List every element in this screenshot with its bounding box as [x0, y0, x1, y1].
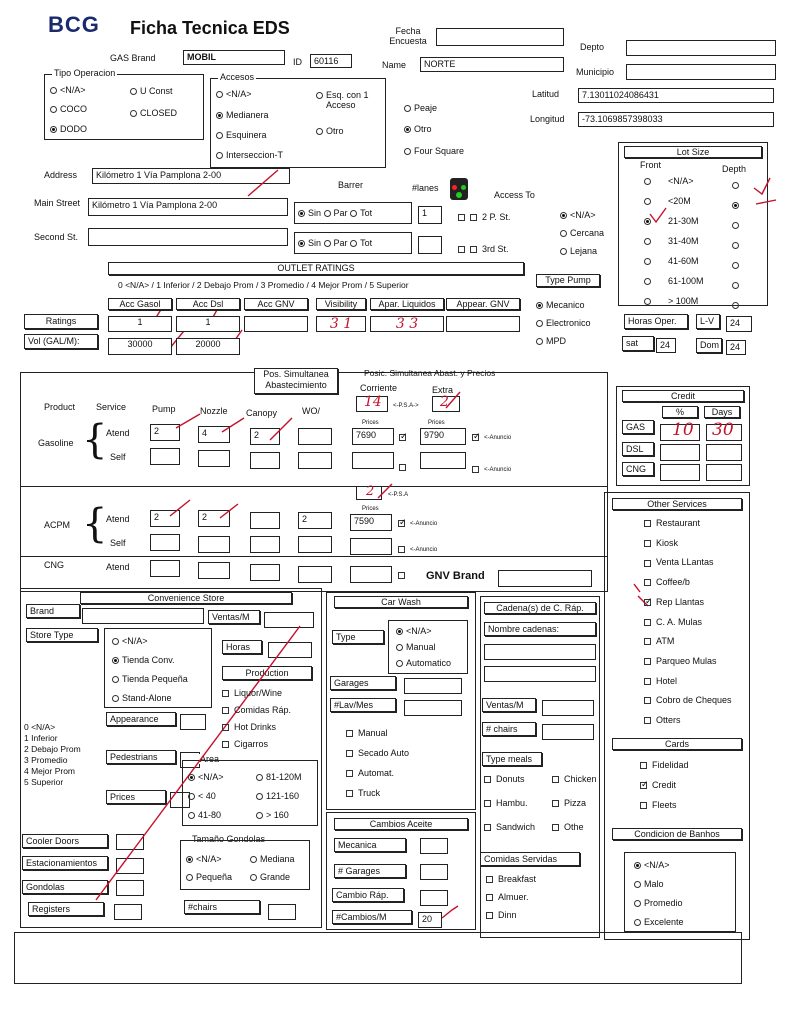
- gasoline-label: Gasoline: [38, 438, 74, 448]
- outlet-rating-field[interactable]: 3 1: [316, 316, 366, 332]
- gas-price-self-corriente[interactable]: [352, 452, 394, 469]
- cng-price[interactable]: [350, 566, 392, 583]
- lot-depth-radio[interactable]: [732, 180, 742, 190]
- store-scale-0: 0 <N/A>: [24, 722, 56, 732]
- accesos-medianera[interactable]: Medianera: [216, 110, 269, 120]
- service-4[interactable]: ✓Rep Llantas: [644, 597, 704, 607]
- tipo-operacion-title: Tipo Operacion: [54, 68, 116, 78]
- outlet-col-header: Apar. Liquidos: [370, 298, 444, 310]
- lot-size-option-label: <N/A>: [668, 176, 694, 186]
- address-label: Address: [44, 170, 78, 180]
- barrier-main-options[interactable]: Sin Par Tot: [298, 208, 372, 218]
- lot-depth-radio[interactable]: [732, 300, 742, 310]
- acpm-psa-label: <-P.S.A: [388, 492, 409, 498]
- area-0[interactable]: <N/A>: [188, 772, 224, 782]
- carwash-garages-field[interactable]: [404, 678, 462, 694]
- lot-size-option-label: 31-40M: [668, 236, 699, 246]
- gas-price-self-extra[interactable]: [420, 452, 466, 469]
- acpm-pump-self[interactable]: [150, 534, 180, 551]
- carwash-lav-field[interactable]: [404, 700, 462, 716]
- cambios-garages-label: # Garages: [334, 864, 406, 878]
- area-5[interactable]: > 160: [256, 810, 289, 820]
- production-0[interactable]: Liquor/Wine: [222, 688, 282, 698]
- acpm-prices-label: Prices: [362, 506, 379, 512]
- second-street-field[interactable]: [88, 228, 288, 246]
- service-5[interactable]: C. A. Mulas: [644, 617, 702, 627]
- store-scale-3: 3 Promedio: [24, 755, 68, 765]
- via-peaje[interactable]: Peaje: [404, 103, 437, 113]
- acpm-psa-value: 2: [366, 484, 375, 499]
- tipo-op-uconst[interactable]: U Const: [130, 86, 173, 96]
- gas-wo-self[interactable]: [298, 452, 332, 469]
- cng-wo[interactable]: [298, 566, 332, 583]
- longitud-label: Longitud: [530, 114, 565, 124]
- outlet-vol-field[interactable]: 20000: [176, 338, 240, 355]
- cambios-m-label: #Cambios/M: [332, 910, 412, 924]
- store-tamano-group: [180, 840, 310, 890]
- outlet-rating-field[interactable]: 1: [108, 316, 172, 332]
- outlet-rating-field[interactable]: [244, 316, 308, 332]
- credit-dsl-label: DSL: [622, 442, 654, 456]
- service-0[interactable]: Restaurant: [644, 518, 700, 528]
- acpm-wo-atend[interactable]: 2: [298, 512, 332, 529]
- cng-nozzle[interactable]: [198, 562, 230, 579]
- address-field[interactable]: Kilómetro 1 Vía Pamplona 2-00: [92, 168, 290, 184]
- store-area-label: Area: [200, 754, 220, 764]
- lot-front-radio[interactable]: [644, 276, 654, 286]
- posic-label: Posic. Simultanea Abast. y Precios: [364, 368, 496, 378]
- area-1[interactable]: 81-120M: [256, 772, 302, 782]
- banhos-2[interactable]: Promedio: [634, 898, 683, 908]
- tipo-op-closed[interactable]: CLOSED: [130, 108, 177, 118]
- store-scale-1: 1 Inferior: [24, 733, 58, 743]
- card-0[interactable]: Fidelidad: [640, 760, 689, 770]
- store-prices-label: Prices: [106, 790, 166, 804]
- service-8[interactable]: Hotel: [644, 676, 677, 686]
- outlet-col-header: Acc Dsl: [176, 298, 240, 310]
- meal-4[interactable]: Sandwich: [484, 822, 535, 832]
- outlet-col-header: Visibility: [316, 298, 366, 310]
- acpm-nozzle-atend[interactable]: 2: [198, 510, 230, 527]
- credit-dsl-days[interactable]: [706, 444, 742, 461]
- via-otro[interactable]: Otro: [404, 124, 432, 134]
- store-scale-4: 4 Mejor Prom: [24, 766, 76, 776]
- cng-pump[interactable]: [150, 560, 180, 577]
- store-ventas-label: Ventas/M: [208, 610, 260, 624]
- cards-title: Cards: [612, 738, 742, 750]
- gas-wo-atend[interactable]: [298, 428, 332, 445]
- lot-size-option-label: <20M: [668, 196, 691, 206]
- cambios-garages-field[interactable]: [420, 864, 448, 880]
- meal-3[interactable]: Pizza: [552, 798, 586, 808]
- outlet-scale: 0 <N/A> / 1 Inferior / 2 Debajo Prom / 3 Promedio / 4 Mejor Prom / 5 Superior: [118, 280, 409, 290]
- service-6[interactable]: ATM: [644, 636, 674, 646]
- wo-header: WO/: [302, 406, 320, 416]
- production-3[interactable]: Cigarros: [222, 739, 268, 749]
- servida-2[interactable]: Dinn: [486, 910, 517, 920]
- cadenas-servidas-label: Comidas Servidas: [480, 852, 580, 866]
- store-appearance-field[interactable]: [180, 714, 206, 730]
- outlet-col-header: Acc GNV: [244, 298, 308, 310]
- cambios-rap-label: Cambio Ráp.: [332, 888, 404, 902]
- tamano-1[interactable]: Mediana: [250, 854, 295, 864]
- name-label: Name: [382, 60, 407, 70]
- lot-depth-radio[interactable]: [732, 260, 742, 270]
- cadenas-chairs-field[interactable]: [542, 724, 594, 740]
- cadenas-ventas-field[interactable]: [542, 700, 594, 716]
- gas-canopy-self[interactable]: [250, 452, 280, 469]
- gas-price-check-1[interactable]: [399, 432, 411, 442]
- service-9[interactable]: Cobro de Cheques: [644, 695, 732, 705]
- horas-lv-label: L-V: [696, 314, 720, 329]
- acpm-label: ACPM: [44, 520, 71, 530]
- store-chairs-field[interactable]: [268, 904, 296, 920]
- access-na[interactable]: <N/A>: [560, 210, 596, 220]
- depto-label: Depto: [580, 42, 605, 52]
- store-horas-label: Horas: [222, 640, 262, 654]
- id-label: ID: [293, 57, 302, 67]
- store-gondolas-field[interactable]: [116, 880, 144, 896]
- meal-2[interactable]: Hambu.: [484, 798, 528, 808]
- gnv-brand-field[interactable]: [498, 570, 592, 587]
- carwash-garages-label: Garages: [330, 676, 396, 690]
- logo: BCG: [48, 12, 100, 37]
- barrier-label: Barrer: [338, 180, 364, 190]
- extra-label: Extra: [432, 385, 454, 395]
- horas-sat-label: sat: [622, 336, 654, 351]
- production-1[interactable]: Comidas Ráp.: [222, 705, 291, 715]
- banhos-title: Condicion de Banhos: [612, 828, 742, 840]
- store-estacionamientos-label: Estacionamientos: [22, 856, 108, 870]
- cadenas-ventas-label: Ventas/M: [482, 698, 536, 712]
- store-appearance-label: Appearance: [106, 712, 176, 726]
- gas-brand-field[interactable]: MOBIL: [183, 50, 285, 65]
- outlet-rating-field[interactable]: [446, 316, 520, 332]
- accesos-na[interactable]: <N/A>: [216, 89, 252, 99]
- acpm-price[interactable]: 7590: [350, 514, 392, 531]
- tamano-2[interactable]: Pequeña: [186, 872, 232, 882]
- lot-size-title: Lot Size: [624, 146, 762, 158]
- carwash-check-1[interactable]: Secado Auto: [346, 748, 409, 758]
- service-7[interactable]: Parqueo Mulas: [644, 656, 717, 666]
- acpm-anuncio[interactable]: ✓ <-Anuncio: [398, 520, 437, 527]
- acpm-atend-label: Atend: [106, 514, 130, 524]
- horas-sat-field[interactable]: 24: [656, 338, 676, 353]
- acpm-self-label: Self: [110, 538, 126, 548]
- municipio-field[interactable]: [626, 64, 776, 80]
- store-scale-5: 5 Superior: [24, 777, 64, 787]
- store-brand-field[interactable]: [82, 608, 204, 624]
- service-2[interactable]: Venta LLantas: [644, 557, 714, 567]
- lot-size-option-label: 41-60M: [668, 256, 699, 266]
- servida-1[interactable]: Almuer.: [486, 892, 529, 902]
- gasoline-brace: {: [82, 417, 108, 463]
- gas-pump-atend[interactable]: 2: [150, 424, 180, 441]
- credit-gas-days-value: 30: [712, 420, 734, 440]
- area-2[interactable]: < 40: [188, 791, 216, 801]
- access-lejana[interactable]: Lejana: [560, 246, 597, 256]
- corriente-psa-value: 14: [364, 394, 382, 410]
- extra-psa-value: 2: [440, 394, 449, 410]
- gas-self-anuncio[interactable]: <-Anuncio: [472, 466, 511, 473]
- access-3rd[interactable]: 3rd St.: [458, 244, 509, 254]
- store-type-1[interactable]: Tienda Conv.: [112, 655, 175, 665]
- cng-atend-label: Atend: [106, 562, 130, 572]
- nozzle-header: Nozzle: [200, 406, 228, 416]
- access-to-label: Access To: [494, 190, 535, 200]
- municipio-label: Municipio: [576, 67, 615, 77]
- store-type-0[interactable]: <N/A>: [112, 636, 148, 646]
- cadenas-nombre-field-2[interactable]: [484, 666, 596, 682]
- main-street-label: Main Street: [34, 198, 81, 208]
- credit-dsl-pct[interactable]: [660, 444, 700, 461]
- gas-price-extra[interactable]: 9790: [420, 428, 466, 445]
- lot-size-option-label: 61-100M: [668, 276, 704, 286]
- gas-nozzle-self[interactable]: [198, 450, 230, 467]
- gas-pump-self[interactable]: [150, 448, 180, 465]
- prices-label-2: Prices: [428, 420, 445, 426]
- canopy-header: Canopy: [246, 408, 278, 418]
- outlet-rating-field[interactable]: 3 3: [370, 316, 444, 332]
- cambios-title: Cambios Aceite: [334, 818, 468, 830]
- horas-dom-label: Dom: [696, 338, 722, 353]
- store-brand-label: Brand: [26, 604, 80, 618]
- credit-cng-days[interactable]: [706, 464, 742, 481]
- service-3[interactable]: Coffee/b: [644, 577, 690, 587]
- store-gondolas-label: Gondolas: [22, 880, 108, 894]
- acpm-price-self[interactable]: [350, 538, 392, 555]
- acpm-brace: {: [82, 501, 108, 547]
- store-horas-field[interactable]: [268, 642, 312, 658]
- lot-depth-radio[interactable]: [732, 240, 742, 250]
- carwash-type-label: Type: [332, 630, 384, 644]
- second-street-label: Second St.: [34, 232, 79, 242]
- page-title: Ficha Tecnica EDS: [130, 18, 290, 38]
- acpm-canopy-self[interactable]: [250, 536, 280, 553]
- credit-cng-pct[interactable]: [660, 464, 700, 481]
- tipo-op-dodo[interactable]: DODO: [50, 124, 87, 134]
- acpm-nozzle-self[interactable]: [198, 536, 230, 553]
- credit-days-label: Days: [704, 406, 740, 418]
- lot-front-radio[interactable]: [644, 236, 654, 246]
- pump-header: Pump: [152, 404, 176, 414]
- carwash-opt-2[interactable]: Automatico: [396, 658, 451, 668]
- store-cooler-field[interactable]: [116, 834, 144, 850]
- pump-mecanico[interactable]: Mecanico: [536, 300, 585, 310]
- barrier-second-options[interactable]: Sin Par Tot: [298, 238, 372, 248]
- latitud-field[interactable]: 7.13011024086431: [578, 88, 774, 103]
- store-scale-2: 2 Debajo Prom: [24, 744, 81, 754]
- cadenas-nombre-label: Nombre cadenas:: [484, 622, 596, 636]
- main-street-field[interactable]: Kilómetro 1 Vía Pamplona 2-00: [88, 198, 288, 216]
- banhos-3[interactable]: Excelente: [634, 917, 684, 927]
- corriente-label: Corriente: [360, 383, 398, 393]
- banhos-1[interactable]: Malo: [634, 879, 664, 889]
- cambios-m-field[interactable]: 20: [418, 912, 442, 928]
- acpm-wo-self[interactable]: [298, 536, 332, 553]
- carwash-lav-label: #Lav/Mes: [330, 698, 396, 712]
- service-10[interactable]: Otters: [644, 715, 681, 725]
- access-2ps[interactable]: 2 P. St.: [458, 212, 510, 222]
- store-estacionamientos-field[interactable]: [116, 858, 144, 874]
- gas-self-check[interactable]: [399, 462, 411, 472]
- store-type-label: Store Type: [26, 628, 98, 642]
- store-type-2[interactable]: Tienda Pequeña: [112, 674, 188, 684]
- meal-0[interactable]: Donuts: [484, 774, 525, 784]
- store-pedestrians-label: Pedestrians: [106, 750, 176, 764]
- card-2[interactable]: Fleets: [640, 800, 677, 810]
- carwash-check-0[interactable]: Manual: [346, 728, 388, 738]
- tamano-3[interactable]: Grande: [250, 872, 290, 882]
- accesos-title: Accesos: [220, 72, 255, 82]
- lot-front-radio[interactable]: [644, 216, 654, 226]
- cadenas-nombre-field-1[interactable]: [484, 644, 596, 660]
- tipo-op-na[interactable]: <N/A>: [50, 85, 86, 95]
- store-production-label: Production: [222, 666, 312, 680]
- other-services-title: Other Services: [612, 498, 742, 510]
- outlet-col-header: Appear. GNV: [446, 298, 520, 310]
- store-title: Convenience Store: [80, 592, 292, 604]
- carwash-opt-1[interactable]: Manual: [396, 642, 436, 652]
- vol-label: Vol (GAL/M):: [24, 334, 98, 349]
- horas-oper-label: Horas Oper.: [624, 314, 688, 329]
- fecha-encuesta-label: Fecha Encuesta: [389, 26, 427, 46]
- psa-arrow: <-P.S.A->: [393, 403, 419, 409]
- store-chairs-label: #chairs: [184, 900, 260, 914]
- lanes-label: #lanes: [412, 183, 439, 193]
- via-four-square[interactable]: Four Square: [404, 146, 464, 156]
- gas-atend-label: Atend: [106, 428, 130, 438]
- accesos-otro[interactable]: Otro: [316, 126, 344, 136]
- store-registers-label: Registers: [28, 902, 104, 916]
- servida-0[interactable]: Breakfast: [486, 874, 536, 884]
- gas-nozzle-atend[interactable]: 4: [198, 426, 230, 443]
- access-cercana[interactable]: Cercana: [560, 228, 604, 238]
- area-3[interactable]: 121-160: [256, 791, 299, 801]
- meal-1[interactable]: Chicken: [552, 774, 597, 784]
- carwash-title: Car Wash: [334, 596, 468, 608]
- gas-brand-label: GAS Brand: [110, 53, 156, 63]
- fecha-encuesta-field[interactable]: [436, 28, 564, 46]
- prices-label-1: Prices: [362, 420, 379, 426]
- store-ventas-field[interactable]: [264, 612, 314, 628]
- lot-size-option-label: 21-30M: [668, 216, 699, 226]
- service-header: Service: [96, 402, 127, 412]
- store-registers-field[interactable]: [114, 904, 142, 920]
- credit-cng-label: CNG: [622, 462, 654, 476]
- cambios-rap-field[interactable]: [420, 890, 448, 906]
- production-2[interactable]: Hot Drinks: [222, 722, 276, 732]
- lot-depth-radio[interactable]: [732, 220, 742, 230]
- tipo-op-coco[interactable]: COCO: [50, 104, 87, 114]
- lot-depth-label: Depth: [722, 164, 747, 174]
- outlet-ratings-title: OUTLET RATINGS: [108, 262, 524, 275]
- lanes-second-field[interactable]: [418, 236, 442, 254]
- carwash-opt-0[interactable]: <N/A>: [396, 626, 432, 636]
- cadenas-chairs-label: # chairs: [482, 722, 536, 736]
- carwash-check-2[interactable]: Automat.: [346, 768, 394, 778]
- lot-front-radio[interactable]: [644, 296, 654, 306]
- lot-front-label: Front: [640, 160, 662, 170]
- area-4[interactable]: 41-80: [188, 810, 221, 820]
- ratings-label: Ratings: [24, 314, 98, 329]
- id-field[interactable]: 60116: [310, 54, 352, 68]
- cambios-mecanica-label: Mecanica: [334, 838, 406, 852]
- acpm-self-anuncio[interactable]: <-Anuncio: [398, 546, 437, 553]
- lot-depth-radio[interactable]: [732, 200, 742, 210]
- name-field[interactable]: NORTE: [420, 57, 564, 72]
- store-tamano-label: Tamaño Gondolas: [192, 834, 266, 844]
- lot-front-radio[interactable]: [644, 196, 654, 206]
- footer-box: [14, 932, 742, 984]
- accesos-esquinera[interactable]: Esquinera: [216, 130, 267, 140]
- accesos-esq[interactable]: Esq. con 1 Acceso: [316, 90, 376, 110]
- outlet-rating-field[interactable]: 1: [176, 316, 240, 332]
- cng-check[interactable]: [398, 570, 410, 580]
- cadenas-meals-label: Type meals: [482, 752, 542, 766]
- longitud-field[interactable]: -73.1069857398033: [578, 112, 774, 127]
- lot-front-radio[interactable]: [644, 176, 654, 186]
- acpm-pump-atend[interactable]: 2: [150, 510, 180, 527]
- outlet-vol-field[interactable]: 30000: [108, 338, 172, 355]
- lanes-main-field[interactable]: 1: [418, 206, 442, 224]
- outlet-col-header: Acc Gasol: [108, 298, 172, 310]
- traffic-light-icon: [450, 178, 468, 200]
- product-header: Product: [44, 402, 76, 412]
- credit-gas-label: GAS: [622, 420, 654, 434]
- type-pump-label: Type Pump: [536, 274, 600, 287]
- cng-label: CNG: [44, 560, 64, 570]
- gnv-brand-label: GNV Brand: [426, 570, 485, 582]
- banhos-0[interactable]: <N/A>: [634, 860, 670, 870]
- service-1[interactable]: Kiosk: [644, 538, 678, 548]
- lot-depth-radio[interactable]: [732, 280, 742, 290]
- carwash-check-3[interactable]: Truck: [346, 788, 380, 798]
- lot-size-option-label: > 100M: [668, 296, 699, 306]
- gas-price-corriente[interactable]: 7690: [352, 428, 394, 445]
- acpm-canopy-atend[interactable]: [250, 512, 280, 529]
- meal-5[interactable]: Othe: [552, 822, 584, 832]
- lot-front-radio[interactable]: [644, 256, 654, 266]
- store-type-3[interactable]: Stand-Alone: [112, 693, 172, 703]
- pump-mpd[interactable]: MPD: [536, 336, 566, 346]
- gas-canopy-atend[interactable]: 2: [250, 428, 280, 445]
- credit-title: Credit: [622, 390, 744, 402]
- credit-pct-label: %: [662, 406, 698, 418]
- latitud-label: Latitud: [532, 89, 560, 99]
- cng-canopy[interactable]: [250, 564, 280, 581]
- depto-field[interactable]: [626, 40, 776, 56]
- credit-gas-pct-value: 10: [672, 420, 694, 440]
- store-cooler-label: Cooler Doors: [22, 834, 108, 848]
- pump-electronico[interactable]: Electronico: [536, 318, 591, 328]
- gas-self-label: Self: [110, 452, 126, 462]
- horas-lv-field[interactable]: 24: [726, 316, 752, 332]
- card-1[interactable]: ✓Credit: [640, 780, 676, 790]
- horas-dom-field[interactable]: 24: [726, 340, 746, 355]
- cambios-mecanica-field[interactable]: [420, 838, 448, 854]
- pos-simultanea-label: Pos. Simultanea Abastecimiento: [254, 368, 338, 394]
- gas-anuncio[interactable]: ✓ <-Anuncio: [472, 434, 511, 441]
- accesos-interseccion[interactable]: Interseccion-T: [216, 150, 283, 160]
- tamano-0[interactable]: <N/A>: [186, 854, 222, 864]
- cadenas-title: Cadena(s) de C. Ráp.: [484, 602, 596, 614]
